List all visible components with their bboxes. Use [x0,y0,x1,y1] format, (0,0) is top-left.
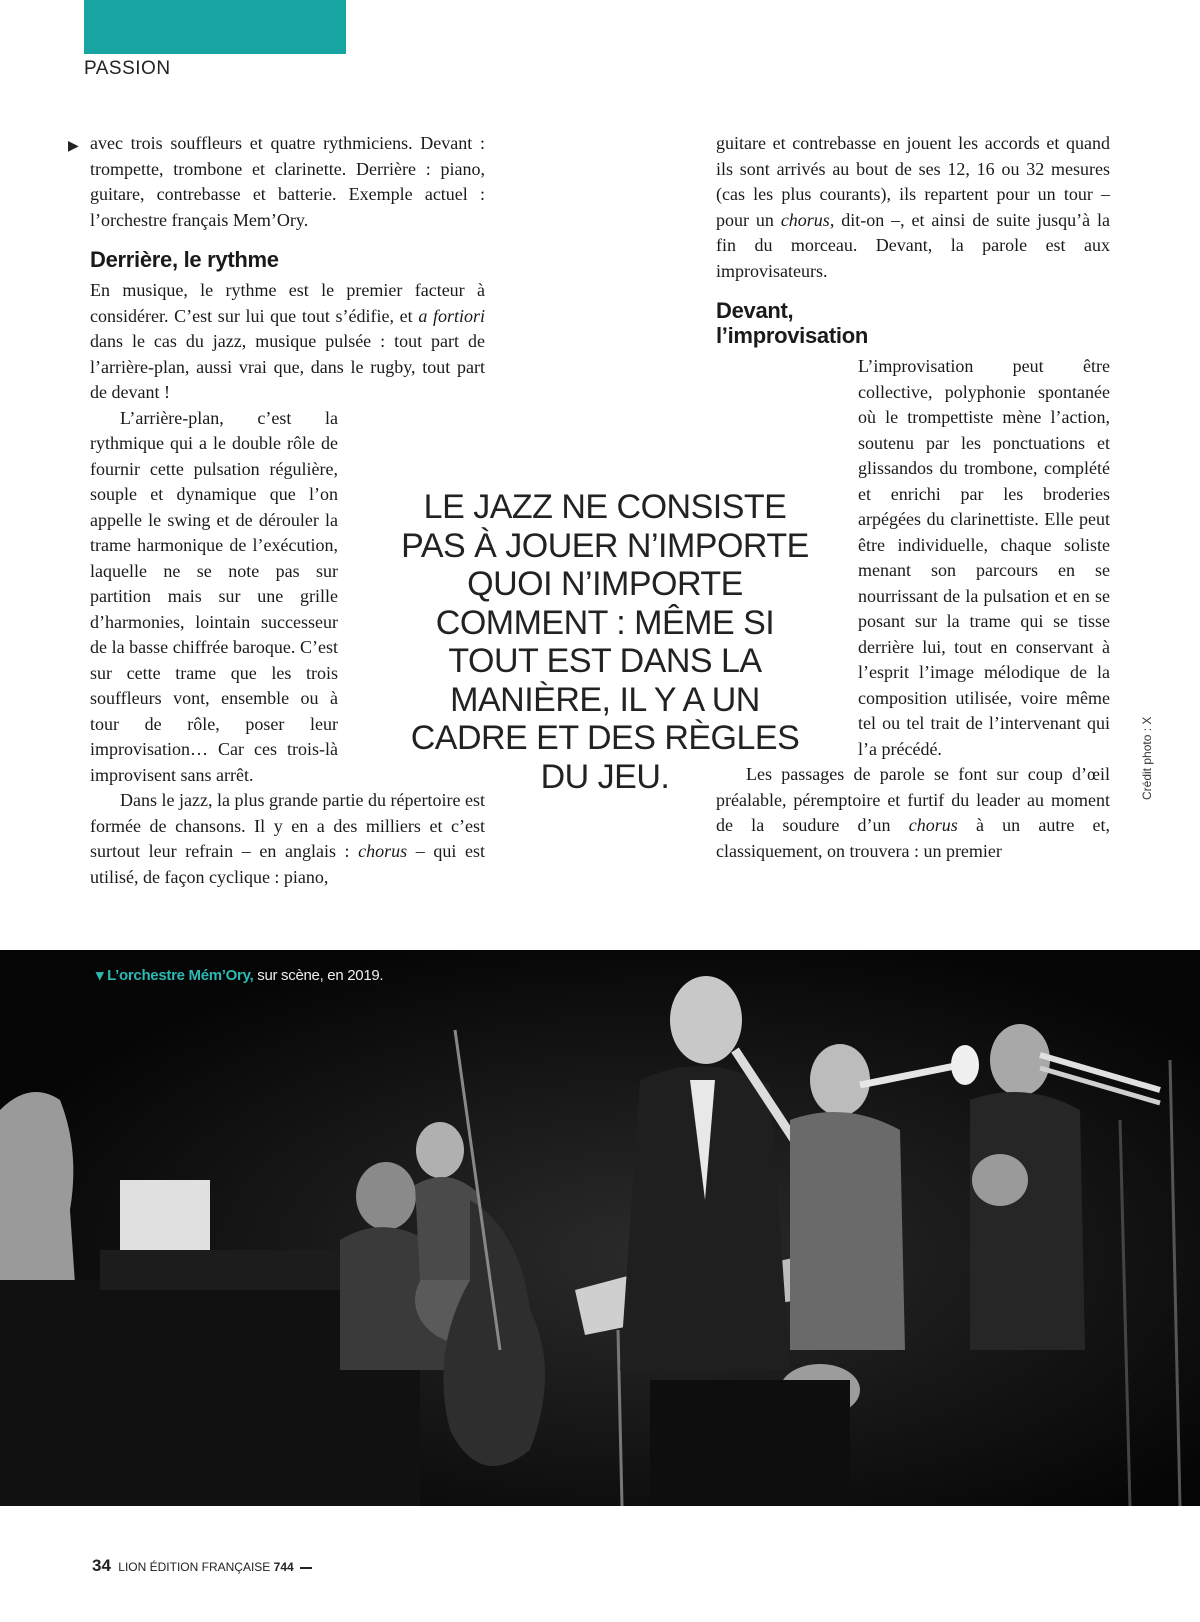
heading-improvisation: Devant, l’improvisation [716,298,868,348]
band-on-stage-illustration [0,950,1200,1506]
paragraph-improvisation-1: L’improvisation peut être collective, polyphonie spontanée où le trompettiste mène l’action, soutenu par les ponctuations et glissandos du trombone, complété et enrichi par les broderies arpégées du clarinettiste. Elle peut être individuelle, chaque soliste menant son parcours en se nourrissant de la pulsation et en se posant sur la trame qui se tisse derrière lui, tout en conservant à l’esprit l’image mélodique de la composition utilisée, voire même tel ou tel trait de l’intervenant qui l’a précédé. [858,356,1110,759]
photo-caption: ▾ L’orchestre Mém’Ory, sur scène, en 2019. [96,967,384,984]
paragraph-improvisation-2: Les passages de parole se font sur coup d’œil préalable, péremptoire et furtif du leader au moment de la soudure d’un chorus à un autre et, classiquement, on trouvera : un premier [716,764,1111,861]
pull-quote: LE JAZZ NE CONSISTE PAS À JOUER N’IMPORTE QUOI N’IMPORTE COMMENT : MÊME SI TOUT EST DANS LA MANIÈRE, IL Y A UN CADRE ET DES RÈGLES DU JEU. [401,488,809,796]
paragraph-rythme-2: L’arrière-plan, c’est la rythmique qui a le double rôle de fournir cette pulsation régulière, souple et dynamique que l’on appelle le swing et de dérouler la trame harmonique de l’exécution, laquelle ne se note pas sur partition mais sur une grille d’harmonies, lointain successeur de la basse chiffrée baroque. C’est sur cette trame que les trois souffleurs vont, ensemble ou à tour de rôle, poser leur improvisation… Car ces trois-là improvisent sans arrêt. [90,407,338,785]
photo-credit: Crédit photo : X [1140,716,1154,800]
header-color-bar [84,0,346,54]
section-label: PASSION [84,58,171,79]
concert-photo [0,950,1200,1506]
left-intro-paragraph: avec trois souffleurs et quatre rythmiciens. Devant : trompette, trombone et clarinette. Derrière : piano, guitare, contrebasse et batterie. Exemple actuel : l’orchestre français Mem’Ory. [90,133,485,230]
footer-rule [300,1567,312,1569]
paragraph-rythme-3: Dans le jazz, la plus grande partie du répertoire est formée de chansons. Il y en a des milliers et c’est surtout leur refrain – en anglais : chorus – qui est utilisé, de façon cyclique : piano, [90,790,485,887]
heading-rythme: Derrière, le rythme [90,247,279,272]
continuation-arrow-icon: ▶ [68,138,79,154]
publication-name: LION ÉDITION FRANÇAISE [118,1560,271,1574]
paragraph-chorus: guitare et contrebasse en jouent les accords et quand ils sont arrivés au bout de ses 12, 16 ou 32 mesures (cas les plus courants), ils repartent pour un tour – pour un chorus, dit-on –, et ainsi de suite jusqu’à la fin du morceau. Devant, la parole est aux improvisateurs. [716,133,1110,281]
page-number: 34 [92,1556,111,1575]
issue-number: 744 [273,1560,294,1574]
page-footer [92,1556,312,1576]
paragraph-rythme-1: En musique, le rythme est le premier facteur à considérer. C’est sur lui que tout s’édifie, et a fortiori dans le cas du jazz, musique pulsée : tout part de l’arrière-plan, aussi vrai que, dans le rugby, tout part de devant ! [90,280,485,402]
